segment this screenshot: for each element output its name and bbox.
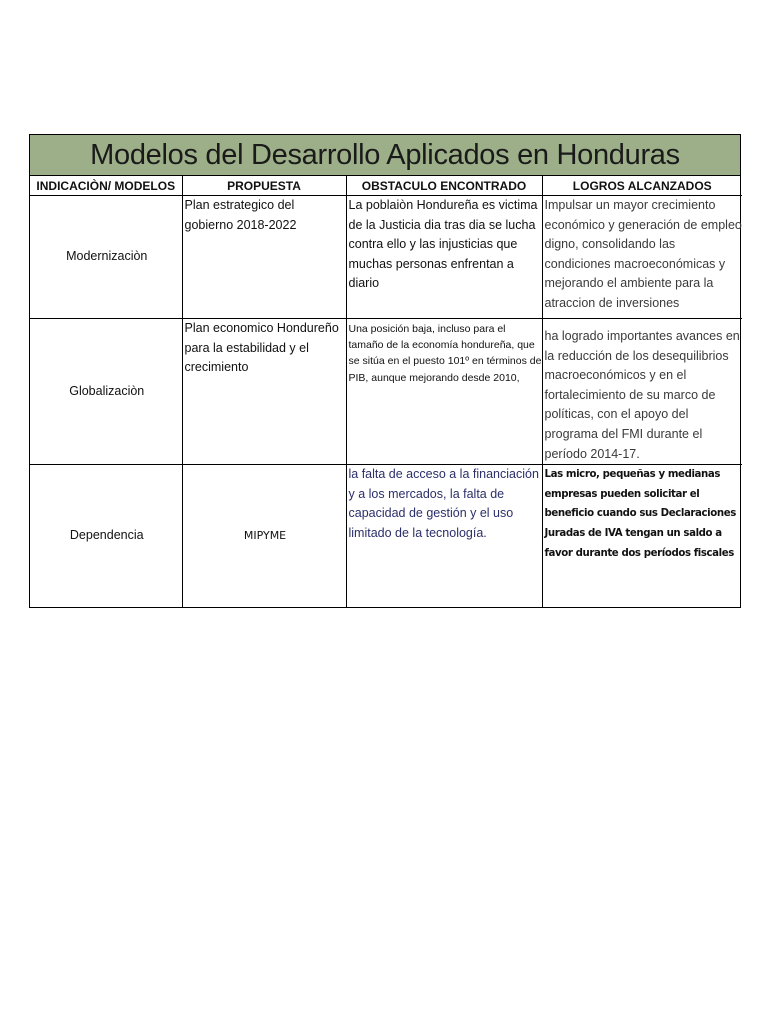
model-name: Globalizaciòn: [30, 319, 182, 465]
header-logros: LOGROS ALCANZADOS: [542, 176, 742, 196]
table-row: [30, 465, 742, 607]
propuesta-cell: Plan estrategico del gobierno 2018-2022: [182, 196, 346, 319]
table-row: [30, 319, 742, 465]
model-name: Dependencia: [30, 465, 182, 607]
header-obstaculo: OBSTACULO ENCONTRADO: [346, 176, 542, 196]
models-table: [30, 176, 742, 607]
logros-cell: ha logrado importantes avances en la reducción de los desequilibrios macroeconómicos y en el fortalecimiento de su marco de políticas, con el apoyo del programa del FMI durante el período 2014-17.: [542, 319, 742, 465]
header-models: INDICACIÒN/ MODELOS: [30, 176, 182, 196]
obstaculo-cell: La poblaiòn Hondureña es victima de la Justicia dia tras dia se lucha contra ello y las injusticias que muchas personas enfrentan a diario: [346, 196, 542, 319]
obstaculo-cell: la falta de acceso a la financiación y a los mercados, la falta de capacidad de gestión y el uso limitado de la tecnología.: [346, 465, 542, 607]
header-propuesta: PROPUESTA: [182, 176, 346, 196]
logros-cell: Impulsar un mayor crecimiento económico y generación de empleo digno, consolidando las condiciones macroeconómicas y mejorando el ambiente para la atraccion de inversiones: [542, 196, 742, 319]
development-models-table-sheet: [29, 134, 741, 608]
model-name: Modernizaciòn: [30, 196, 182, 319]
propuesta-cell: Plan economico Hondureño para la estabilidad y el crecimiento: [182, 319, 346, 465]
header-row: [30, 176, 742, 196]
logros-cell: Las micro, pequeñas y medianas empresas pueden solicitar el beneficio cuando sus Declaraciones Juradas de IVA tengan un saldo a favor durante dos períodos fiscales: [542, 465, 742, 607]
propuesta-cell: MIPYME: [182, 465, 346, 607]
table-row: [30, 196, 742, 319]
table-title: Modelos del Desarrollo Aplicados en Honduras: [30, 135, 740, 176]
obstaculo-cell: Una posición baja, incluso para el tamaño de la economía hondureña, que se sitúa en el puesto 101º en términos de PIB, aunque mejorando desde 2010,: [346, 319, 542, 465]
